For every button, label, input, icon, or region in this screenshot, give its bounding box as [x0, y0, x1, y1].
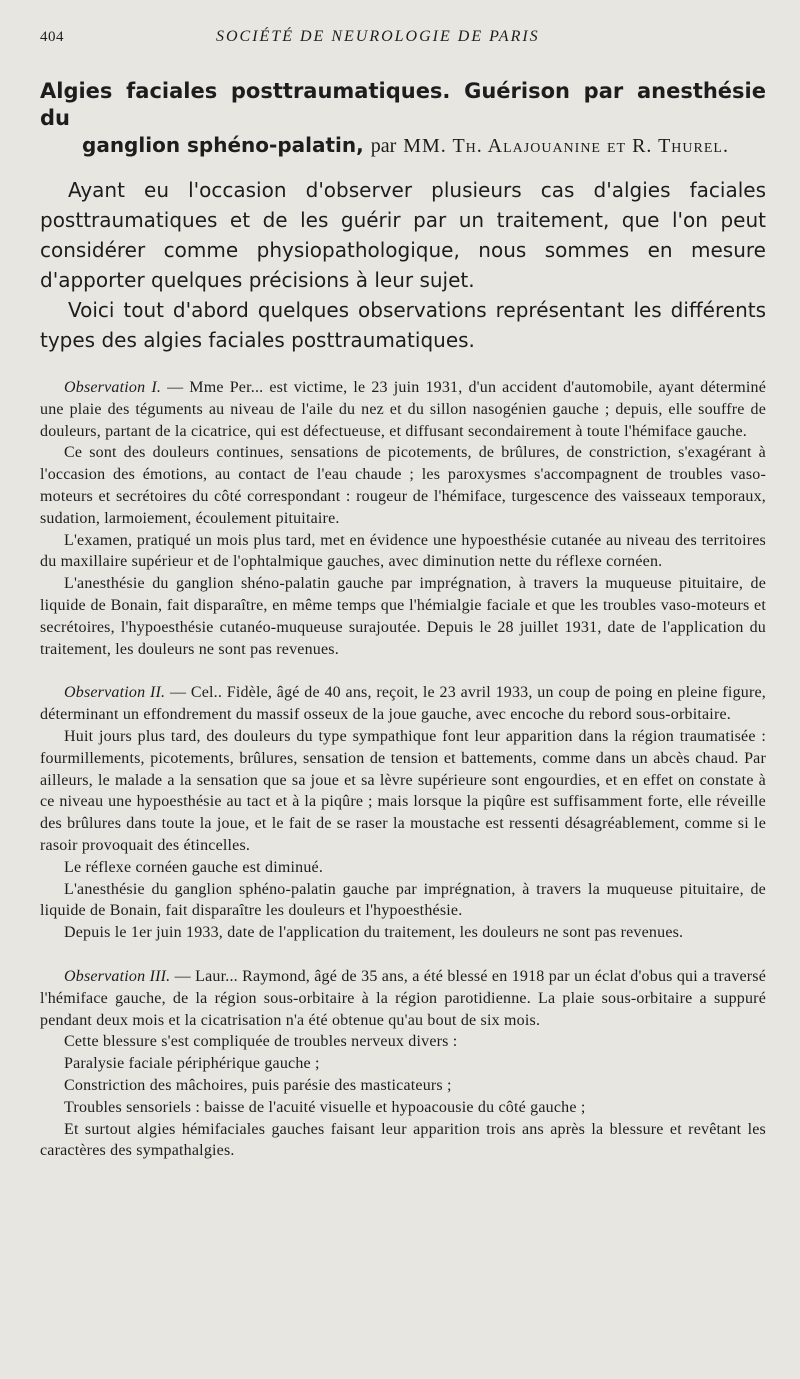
intro-paragraph: Ayant eu l'occasion d'observer plusieurs cas d'algies faciales posttraumatiques et de les guérir par un traitement, que l'on peut considérer comme physiopathologique, nous sommes en mesure d'apporter quelques précisions à leur sujet.: [40, 178, 766, 292]
observation-2: [40, 682, 766, 944]
observation-label: Observation II.: [64, 684, 166, 702]
observation-paragraph: Le réflexe cornéen gauche est diminué.: [64, 858, 324, 876]
observation-paragraph: Observation II. — Cel.. Fidèle, âgé de 40 ans, reçoit, le 23 avril 1933, un coup de poing en pleine figure, déterminant un effondrement du massif osseux de la joue gauche, avec encoche du rebord sous-orbitaire.: [40, 684, 766, 724]
observation-paragraph: Ce sont des douleurs continues, sensations de picotements, de brûlures, de constriction, s'exagérant à l'occasion des émotions, au contact de l'eau chaude ; les paroxysmes s'accompagnent de troubles vaso-moteurs et secrétoires du côté correspondant : rougeur de l'hémiface, turgescence des vaisseaux temporaux, sudation, larmoiement, écoulement pituitaire.: [40, 444, 766, 527]
complications-list: [40, 1031, 766, 1162]
byline-par: par: [370, 135, 397, 157]
intro-paragraph: Voici tout d'abord quelques observations représentant les différents types des algies faciales posttraumatiques.: [40, 298, 766, 352]
list-item: Troubles sensoriels : baisse de l'acuité visuelle et hypoacousie du côté gauche ;: [64, 1098, 586, 1116]
observation-paragraph: Huit jours plus tard, des douleurs du type sympathique font leur apparition dans la région traumatisée : fourmillements, picotements, brûlures, sensation de tension et battements, comme dans un abcès chaud. Par ailleurs, le malade a la sensation que sa joue et sa lèvre supérieure sont engourdies, et en effet on constate à ce niveau une hypoesthésie au tact et à la piqûre ; mais lorsque la piqûre est suffisamment forte, elle réveille des brûlures dans toute la joue, et le fait de se raser la moustache est ressenti désagréablement, comme si le rasoir provoquait des étincelles.: [40, 727, 766, 854]
observation-label: Observation I.: [64, 379, 162, 396]
observation-paragraph: Observation III. — Laur... Raymond, âgé de 35 ans, a été blessé en 1918 par un éclat d'obus qui a traversé l'hémiface gauche, de la région sous-orbitaire à la région parotidienne. La plaie sous-orbitaire a suppuré pendant deux mois et la cicatrisation n'a été obtenue qu'au bout de six mois.: [40, 967, 767, 1029]
observation-paragraph: Observation I. — Mme Per... est victime, le 23 juin 1931, d'un accident d'automobile, ayant déterminé une plaie des téguments au niveau de l'aile du nez et du sillon nasogénien gauche ; depuis, elle souffre de douleurs, partant de la cicatrice, qui est défectueuse, et diffusant secondairement à toute l'hémiface gauche.: [40, 379, 767, 440]
list-item: Et surtout algies hémifaciales gauches faisant leur apparition trois ans après la blessure et revêtant les caractères des sympathalgies.: [40, 1120, 766, 1160]
running-title: SOCIÉTÉ DE NEUROLOGIE DE PARIS: [216, 28, 540, 45]
observation-3: [40, 966, 766, 1162]
article-title: Algies faciales posttraumatiques. Guérison par anesthésie du: [40, 79, 766, 130]
observation-paragraph: L'anesthésie du ganglion shéno-palatin gauche par imprégnation, à travers la muqueuse pituitaire, de liquide de Bonain, fait disparaître, en même temps que l'hémialgie faciale et que les troubles vaso-moteurs et secrétoires, l'hypoesthésie cutanéo-muqueuse surajoutée. Depuis le 28 juillet 1931, date de l'application du traitement, les douleurs ne sont pas revenues.: [40, 575, 766, 658]
running-header: [40, 28, 766, 64]
observation-label: Observation III.: [64, 967, 171, 985]
article-byline: [82, 132, 766, 159]
observation-1: [40, 377, 766, 660]
introduction: [40, 175, 766, 355]
observation-paragraph: L'anesthésie du ganglion sphéno-palatin gauche par imprégnation, à travers la muqueuse pituitaire, de liquide de Bonain, fait disparaître les douleurs et l'hypoesthésie.: [40, 880, 766, 920]
list-item: Paralysie faciale périphérique gauche ;: [64, 1055, 320, 1073]
list-item: Cette blessure s'est compliquée de troubles nerveux divers :: [64, 1033, 458, 1051]
byline-authors: MM. Th. Alajouanine et R. Thurel.: [403, 135, 729, 157]
list-item: Constriction des mâchoires, puis parésie des masticateurs ;: [64, 1076, 452, 1094]
page-number: 404: [40, 29, 64, 45]
byline-lead: ganglion sphéno-palatin,: [82, 133, 364, 157]
observation-paragraph: L'examen, pratiqué un mois plus tard, met en évidence une hypoesthésie cutanée au niveau des territoires du maxillaire supérieur et de l'ophtalmique gauches, avec diminution nette du réflexe cornéen.: [40, 531, 766, 571]
observation-paragraph: Depuis le 1er juin 1933, date de l'application du traitement, les douleurs ne sont pas revenues.: [64, 924, 684, 942]
